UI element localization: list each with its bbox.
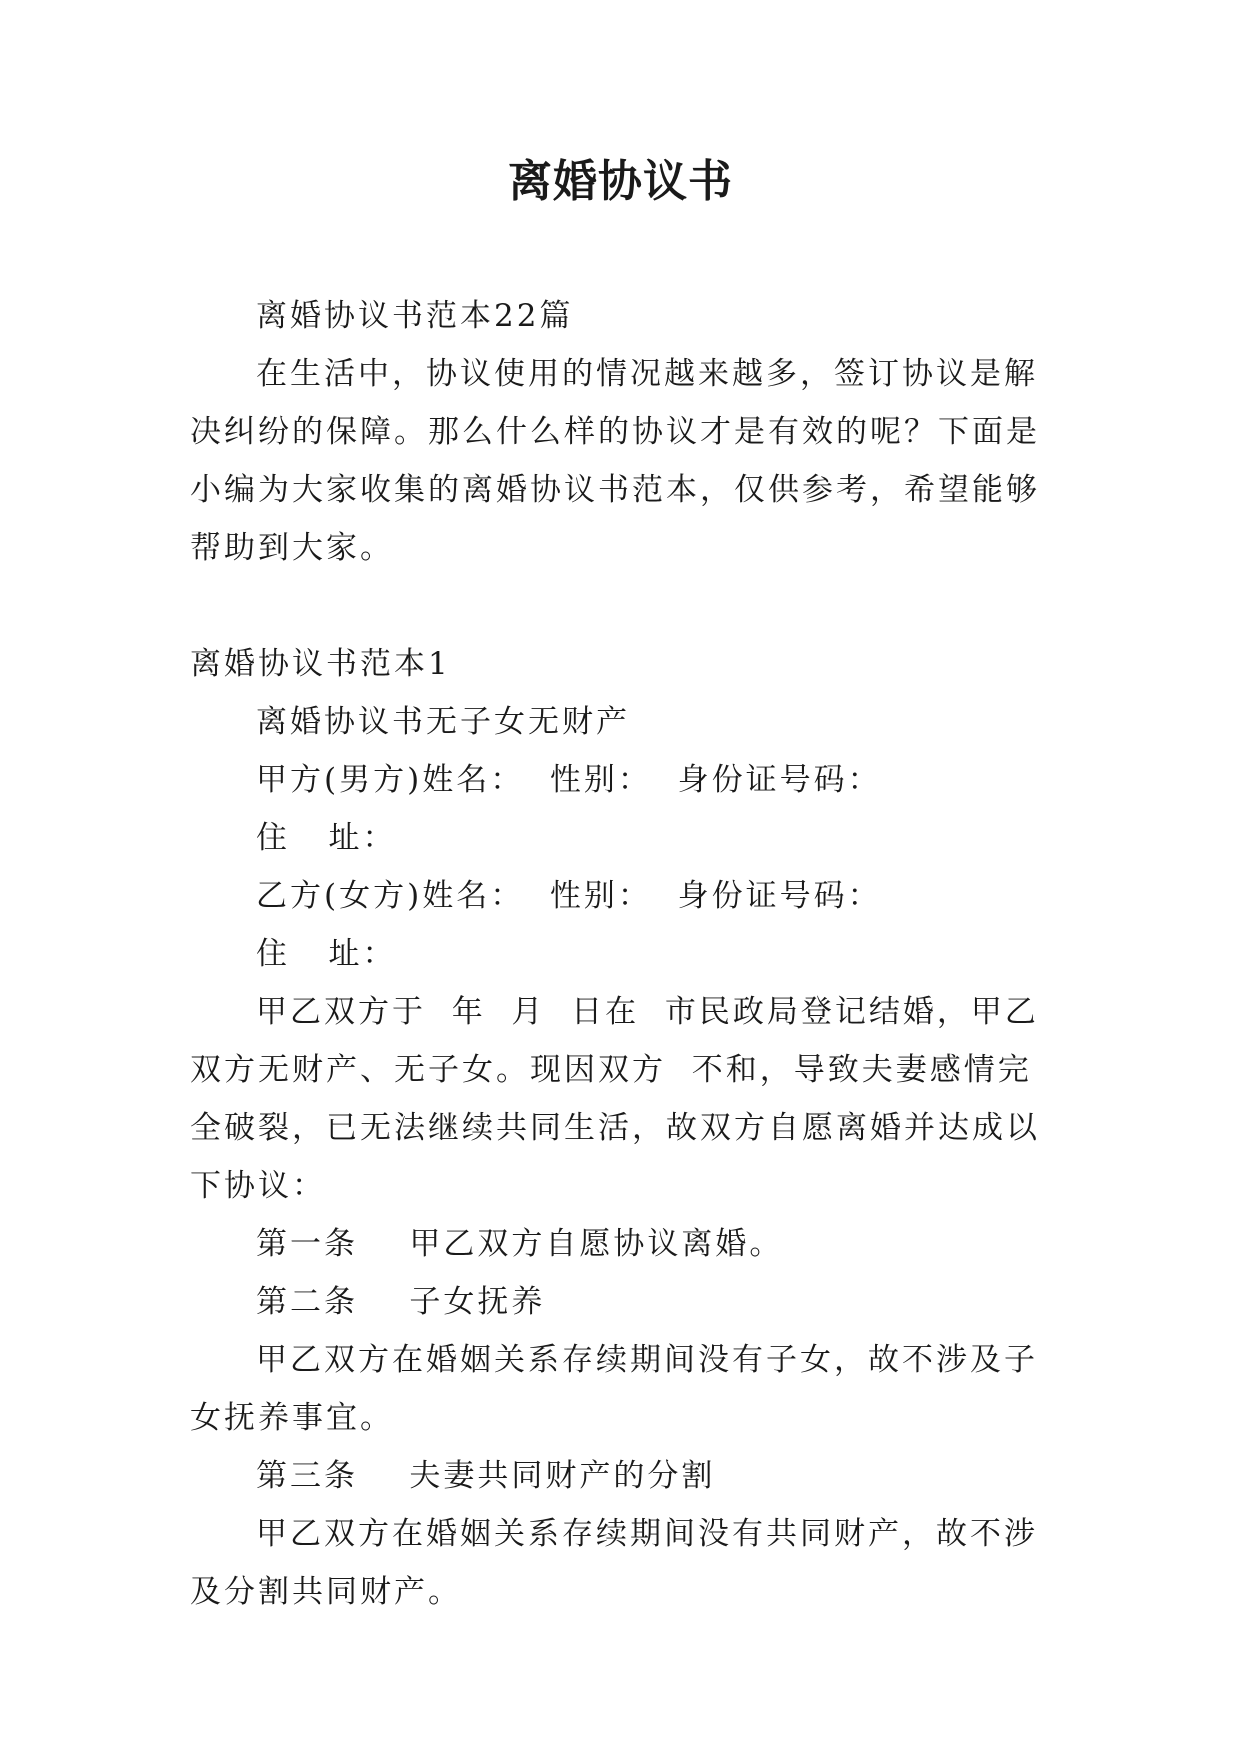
sample-title: 离婚协议书无子女无财产 bbox=[256, 704, 630, 740]
subtitle: 离婚协议书范本22篇 bbox=[256, 298, 574, 334]
party-b-line: 乙方(女方)姓名： 性别： 身份证号码： bbox=[256, 878, 882, 914]
article-2-body: 甲乙双方在婚姻关系存续期间没有子女，故不涉及子女抚养事宜。 bbox=[190, 1342, 1038, 1436]
address-b-line: 住 址： bbox=[256, 936, 397, 972]
address-a-line: 住 址： bbox=[256, 820, 397, 856]
party-a-line: 甲方(男方)姓名： 性别： 身份证号码： bbox=[256, 762, 882, 798]
article-3-body: 甲乙双方在婚姻关系存续期间没有共同财产，故不涉及分割共同财产。 bbox=[190, 1516, 1038, 1610]
sample-heading: 离婚协议书范本1 bbox=[190, 646, 451, 682]
article-3-heading: 第三条 夫妻共同财产的分割 bbox=[256, 1458, 716, 1494]
intro-paragraph: 在生活中，协议使用的情况越来越多，签订协议是解决纠纷的保障。那么什么样的协议才是有效的呢？下面是小编为大家收集的离婚协议书范本，仅供参考，希望能够帮助到大家。 bbox=[190, 356, 1040, 566]
article-2-heading: 第二条 子女抚养 bbox=[256, 1284, 546, 1320]
paragraph-gap bbox=[190, 577, 1060, 635]
article-1: 第一条 甲乙双方自愿协议离婚。 bbox=[256, 1226, 784, 1262]
background-paragraph: 甲乙双方于 年 月 日在 市民政局登记结婚，甲乙双方无财产、无子女。现因双方 不和，导致夫妻感情完全破裂，已无法继续共同生活，故双方自愿离婚并达成以下协议： bbox=[190, 994, 1040, 1204]
document-body bbox=[190, 287, 1060, 1621]
document-title: 离婚协议书 bbox=[508, 156, 733, 207]
